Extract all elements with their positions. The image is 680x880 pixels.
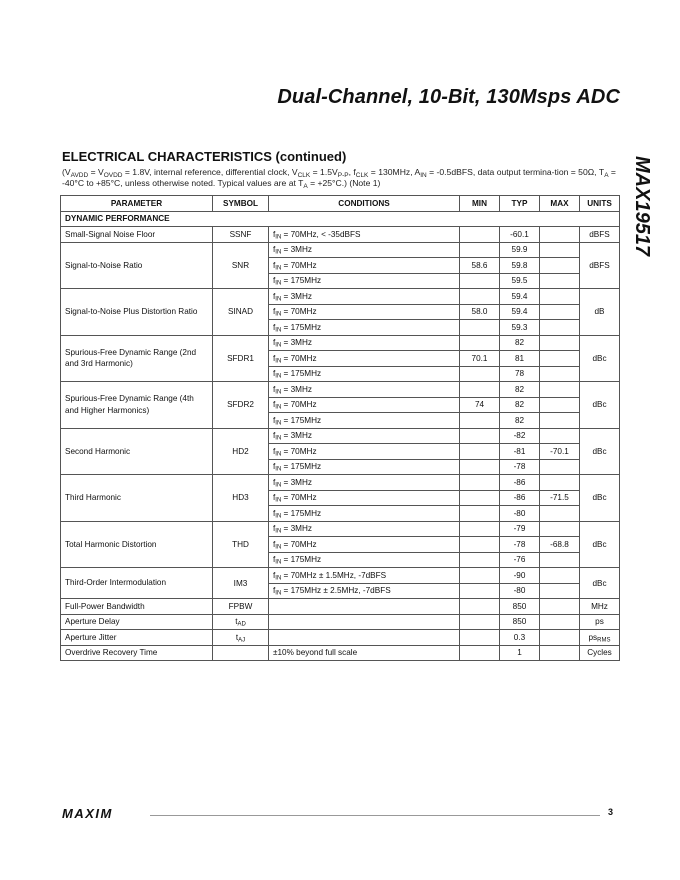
- typ-cell: -78: [500, 459, 540, 475]
- max-cell: [540, 506, 580, 522]
- typ-cell: -80: [500, 583, 540, 599]
- electrical-characteristics-table: [60, 195, 620, 661]
- conditions-cell: fIN = 70MHz: [269, 444, 460, 460]
- page-number: 3: [608, 807, 614, 817]
- min-cell: [460, 552, 500, 568]
- max-cell: [540, 335, 580, 351]
- units-cell: dBFS: [580, 227, 620, 243]
- min-cell: [460, 599, 500, 615]
- min-cell: 74: [460, 397, 500, 413]
- min-cell: [460, 475, 500, 491]
- parameter-cell: Small-Signal Noise Floor: [61, 227, 213, 243]
- min-cell: [460, 382, 500, 398]
- conditions-cell: fIN = 175MHz: [269, 459, 460, 475]
- symbol-cell: IM3: [213, 568, 269, 599]
- parameter-cell: Spurious-Free Dynamic Range (2nd and 3rd Harmonic): [61, 335, 213, 382]
- units-cell: dBc: [580, 382, 620, 429]
- units-cell: dBFS: [580, 242, 620, 289]
- conditions-cell: fIN = 175MHz ± 2.5MHz, -7dBFS: [269, 583, 460, 599]
- typ-cell: 59.5: [500, 273, 540, 289]
- typ-cell: 81: [500, 351, 540, 367]
- parameter-cell: Third-Order Intermodulation: [61, 568, 213, 599]
- symbol-cell: HD2: [213, 428, 269, 475]
- symbol-cell: tAD: [213, 614, 269, 630]
- units-cell: dBc: [580, 521, 620, 568]
- typ-cell: -60.1: [500, 227, 540, 243]
- max-cell: [540, 320, 580, 336]
- max-cell: [540, 258, 580, 274]
- min-cell: [460, 444, 500, 460]
- min-cell: [460, 521, 500, 537]
- units-cell: dBc: [580, 428, 620, 475]
- conditions-cell: fIN = 70MHz: [269, 258, 460, 274]
- symbol-cell: SINAD: [213, 289, 269, 336]
- max-cell: [540, 273, 580, 289]
- symbol-cell: HD3: [213, 475, 269, 522]
- conditions-cell: fIN = 3MHz: [269, 335, 460, 351]
- conditions-cell: fIN = 3MHz: [269, 428, 460, 444]
- min-cell: [460, 568, 500, 584]
- units-cell: psRMS: [580, 630, 620, 646]
- units-cell: dBc: [580, 335, 620, 382]
- typ-cell: -80: [500, 506, 540, 522]
- symbol-cell: tAJ: [213, 630, 269, 646]
- parameter-cell: Total Harmonic Distortion: [61, 521, 213, 568]
- min-cell: 58.6: [460, 258, 500, 274]
- table-row: [61, 382, 620, 398]
- parameter-cell: Signal-to-Noise Plus Distortion Ratio: [61, 289, 213, 336]
- conditions-cell: fIN = 70MHz, < -35dBFS: [269, 227, 460, 243]
- symbol-cell: SFDR1: [213, 335, 269, 382]
- table-header-row: [61, 196, 620, 212]
- min-cell: [460, 459, 500, 475]
- min-cell: [460, 630, 500, 646]
- typ-cell: 82: [500, 413, 540, 429]
- table-body: [61, 211, 620, 661]
- symbol-cell: SNR: [213, 242, 269, 289]
- conditions-cell: fIN = 70MHz: [269, 397, 460, 413]
- max-cell: [540, 459, 580, 475]
- section-title: ELECTRICAL CHARACTERISTICS (continued): [62, 149, 347, 164]
- table-row: [61, 599, 620, 615]
- typ-cell: 82: [500, 335, 540, 351]
- page-title: Dual-Channel, 10-Bit, 130Msps ADC: [277, 86, 620, 108]
- max-cell: [540, 583, 580, 599]
- max-cell: [540, 599, 580, 615]
- min-cell: [460, 335, 500, 351]
- max-cell: [540, 614, 580, 630]
- table-row: [61, 289, 620, 305]
- units-cell: dBc: [580, 568, 620, 599]
- typ-cell: -78: [500, 537, 540, 553]
- min-cell: [460, 289, 500, 305]
- table-row: [61, 630, 620, 646]
- table-row: [61, 475, 620, 491]
- typ-cell: 59.4: [500, 304, 540, 320]
- units-cell: dBc: [580, 475, 620, 522]
- typ-cell: -79: [500, 521, 540, 537]
- parameter-cell: Aperture Jitter: [61, 630, 213, 646]
- table-row: [61, 568, 620, 584]
- max-cell: [540, 475, 580, 491]
- units-cell: ps: [580, 614, 620, 630]
- min-cell: [460, 273, 500, 289]
- footer-divider: [150, 815, 600, 816]
- parameter-cell: Third Harmonic: [61, 475, 213, 522]
- typ-cell: -76: [500, 552, 540, 568]
- units-cell: MHz: [580, 599, 620, 615]
- max-cell: [540, 413, 580, 429]
- max-cell: [540, 242, 580, 258]
- column-header: UNITS: [580, 196, 620, 212]
- min-cell: [460, 366, 500, 382]
- min-cell: 70.1: [460, 351, 500, 367]
- min-cell: [460, 537, 500, 553]
- conditions-cell: fIN = 175MHz: [269, 552, 460, 568]
- conditions-cell: fIN = 175MHz: [269, 506, 460, 522]
- table-row: [61, 614, 620, 630]
- conditions-cell: fIN = 3MHz: [269, 521, 460, 537]
- max-cell: [540, 227, 580, 243]
- typ-cell: -81: [500, 444, 540, 460]
- table-row: [61, 645, 620, 661]
- typ-cell: 59.8: [500, 258, 540, 274]
- typ-cell: 59.9: [500, 242, 540, 258]
- min-cell: [460, 320, 500, 336]
- conditions-cell: fIN = 3MHz: [269, 289, 460, 305]
- parameter-cell: Overdrive Recovery Time: [61, 645, 213, 661]
- section-row: [61, 211, 620, 227]
- typ-cell: 0.3: [500, 630, 540, 646]
- typ-cell: 850: [500, 614, 540, 630]
- column-header: TYP: [500, 196, 540, 212]
- max-cell: [540, 428, 580, 444]
- units-cell: Cycles: [580, 645, 620, 661]
- column-header: PARAMETER: [61, 196, 213, 212]
- conditions-cell: fIN = 70MHz: [269, 304, 460, 320]
- parameter-cell: Signal-to-Noise Ratio: [61, 242, 213, 289]
- conditions-cell: fIN = 70MHz: [269, 351, 460, 367]
- typ-cell: 59.4: [500, 289, 540, 305]
- table-row: [61, 227, 620, 243]
- conditions-cell: fIN = 3MHz: [269, 242, 460, 258]
- conditions-cell: fIN = 70MHz: [269, 490, 460, 506]
- part-number-side-label: MAX19517: [631, 156, 653, 257]
- maxim-logo: MAXIM: [62, 806, 113, 821]
- conditions-cell: [269, 614, 460, 630]
- table-row: [61, 242, 620, 258]
- typ-cell: 59.3: [500, 320, 540, 336]
- parameter-cell: Second Harmonic: [61, 428, 213, 475]
- symbol-cell: FPBW: [213, 599, 269, 615]
- typ-cell: 1: [500, 645, 540, 661]
- conditions-cell: ±10% beyond full scale: [269, 645, 460, 661]
- symbol-cell: THD: [213, 521, 269, 568]
- parameter-cell: Spurious-Free Dynamic Range (4th and Higher Harmonics): [61, 382, 213, 429]
- min-cell: [460, 242, 500, 258]
- min-cell: [460, 227, 500, 243]
- min-cell: [460, 490, 500, 506]
- max-cell: [540, 645, 580, 661]
- conditions-cell: fIN = 175MHz: [269, 366, 460, 382]
- section-label: DYNAMIC PERFORMANCE: [61, 211, 620, 227]
- conditions-cell: fIN = 3MHz: [269, 382, 460, 398]
- table-row: [61, 335, 620, 351]
- symbol-cell: SFDR2: [213, 382, 269, 429]
- conditions-cell: fIN = 3MHz: [269, 475, 460, 491]
- test-conditions-note: ($V_{AVDD} = V_{OVDD} = 1.8V$, internal reference, differential clock, $V_{CLK} = 1.5V_{P-P}$, $f_{CLK} = 130MHz$, $A_{IN}$ = -0.5dBFS, data output termina-tion = 50Ω, $T_A = -40^\circ C$ to +85°C, unless otherwise noted. Typical values are at $T_A = +25^\circ C$.) (Note 1): [62, 167, 616, 190]
- min-cell: [460, 583, 500, 599]
- max-cell: -70.1: [540, 444, 580, 460]
- max-cell: [540, 351, 580, 367]
- max-cell: -68.8: [540, 537, 580, 553]
- typ-cell: -86: [500, 490, 540, 506]
- column-header: CONDITIONS: [269, 196, 460, 212]
- parameter-cell: Full-Power Bandwidth: [61, 599, 213, 615]
- typ-cell: 82: [500, 397, 540, 413]
- max-cell: [540, 568, 580, 584]
- typ-cell: 78: [500, 366, 540, 382]
- min-cell: [460, 645, 500, 661]
- parameter-cell: Aperture Delay: [61, 614, 213, 630]
- min-cell: [460, 413, 500, 429]
- conditions-cell: fIN = 175MHz: [269, 413, 460, 429]
- table-row: [61, 428, 620, 444]
- min-cell: [460, 428, 500, 444]
- max-cell: [540, 366, 580, 382]
- max-cell: [540, 521, 580, 537]
- typ-cell: -90: [500, 568, 540, 584]
- conditions-cell: fIN = 175MHz: [269, 320, 460, 336]
- max-cell: [540, 552, 580, 568]
- units-cell: dB: [580, 289, 620, 336]
- column-header: MIN: [460, 196, 500, 212]
- column-header: MAX: [540, 196, 580, 212]
- typ-cell: 82: [500, 382, 540, 398]
- conditions-cell: fIN = 70MHz: [269, 537, 460, 553]
- typ-cell: -82: [500, 428, 540, 444]
- max-cell: [540, 397, 580, 413]
- column-header: SYMBOL: [213, 196, 269, 212]
- typ-cell: 850: [500, 599, 540, 615]
- conditions-cell: [269, 599, 460, 615]
- symbol-cell: SSNF: [213, 227, 269, 243]
- typ-cell: -86: [500, 475, 540, 491]
- symbol-cell: [213, 645, 269, 661]
- conditions-cell: [269, 630, 460, 646]
- min-cell: 58.0: [460, 304, 500, 320]
- max-cell: [540, 304, 580, 320]
- max-cell: [540, 630, 580, 646]
- table-row: [61, 521, 620, 537]
- conditions-cell: fIN = 175MHz: [269, 273, 460, 289]
- max-cell: [540, 289, 580, 305]
- max-cell: -71.5: [540, 490, 580, 506]
- min-cell: [460, 506, 500, 522]
- conditions-cell: fIN = 70MHz ± 1.5MHz, -7dBFS: [269, 568, 460, 584]
- max-cell: [540, 382, 580, 398]
- min-cell: [460, 614, 500, 630]
